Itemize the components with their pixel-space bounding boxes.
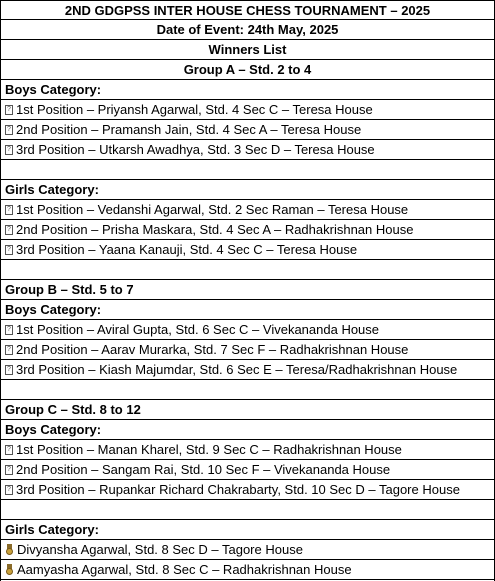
group-a-boys-row — [1, 100, 494, 120]
group-a-girls-3rd: 3rd Position – Yaana Kanauji, Std. 4 Sec C – Teresa House — [16, 242, 358, 257]
group-a-boys-row — [1, 120, 494, 140]
group-b-boys-row — [1, 340, 494, 360]
group-c-boys-2nd: 2nd Position – Sangam Rai, Std. 10 Sec F – Vivekananda House — [16, 462, 391, 477]
group-a-title: Group A – Std. 2 to 4 — [1, 60, 494, 80]
group-a-boys-1st: 1st Position – Priyansh Agarwal, Std. 4 Sec C – Teresa House — [16, 102, 373, 117]
group-b-title: Group B – Std. 5 to 7 — [1, 280, 494, 300]
missing-glyph-icon — [5, 105, 13, 115]
medal-icon — [5, 544, 14, 556]
group-a-girls-1st: 1st Position – Vedanshi Agarwal, Std. 2 Sec Raman – Teresa House — [16, 202, 409, 217]
missing-glyph-icon — [5, 485, 13, 495]
spacer-row — [1, 500, 494, 520]
group-c-girls-heading: Girls Category: — [1, 520, 494, 540]
missing-glyph-icon — [5, 125, 13, 135]
group-c-boys-heading: Boys Category: — [1, 420, 494, 440]
group-a-girls-row — [1, 240, 494, 260]
missing-glyph-icon — [5, 325, 13, 335]
event-date: Date of Event: 24th May, 2025 — [1, 20, 494, 40]
group-a-boys-3rd: 3rd Position – Utkarsh Awadhya, Std. 3 Sec D – Teresa House — [16, 142, 375, 157]
group-c-girls-row — [1, 540, 494, 560]
group-b-boys-heading: Boys Category: — [1, 300, 494, 320]
tournament-title: 2ND GDGPSS INTER HOUSE CHESS TOURNAMENT – 2025 — [1, 0, 494, 20]
group-a-girls-row — [1, 220, 494, 240]
group-c-girls-winner: Divyansha Agarwal, Std. 8 Sec D – Tagore House — [17, 542, 303, 557]
spacer-row — [1, 260, 494, 280]
medal-icon — [5, 564, 14, 576]
group-b-boys-2nd: 2nd Position – Aarav Murarka, Std. 7 Sec F – Radhakrishnan House — [16, 342, 409, 357]
missing-glyph-icon — [5, 205, 13, 215]
group-c-boys-row — [1, 480, 494, 500]
group-a-girls-row — [1, 200, 494, 220]
group-c-title: Group C – Std. 8 to 12 — [1, 400, 494, 420]
group-c-boys-1st: 1st Position – Manan Kharel, Std. 9 Sec C – Radhakrishnan House — [16, 442, 402, 457]
group-b-boys-1st: 1st Position – Aviral Gupta, Std. 6 Sec C – Vivekananda House — [16, 322, 380, 337]
winners-list-title: Winners List — [1, 40, 494, 60]
group-c-boys-row — [1, 440, 494, 460]
spacer-row — [1, 380, 494, 400]
missing-glyph-icon — [5, 345, 13, 355]
missing-glyph-icon — [5, 225, 13, 235]
group-c-girls-winner: Aamyasha Agarwal, Std. 8 Sec C – Radhakrishnan House — [17, 562, 352, 577]
missing-glyph-icon — [5, 445, 13, 455]
missing-glyph-icon — [5, 145, 13, 155]
group-c-girls-row — [1, 560, 494, 580]
group-c-boys-3rd: 3rd Position – Rupankar Richard Chakrabarty, Std. 10 Sec D – Tagore House — [16, 482, 460, 497]
missing-glyph-icon — [5, 245, 13, 255]
group-a-girls-2nd: 2nd Position – Prisha Maskara, Std. 4 Sec A – Radhakrishnan House — [16, 222, 414, 237]
group-b-boys-3rd: 3rd Position – Kiash Majumdar, Std. 6 Sec E – Teresa/Radhakrishnan House — [16, 362, 458, 377]
group-a-girls-heading: Girls Category: — [1, 180, 494, 200]
group-c-boys-row — [1, 460, 494, 480]
missing-glyph-icon — [5, 365, 13, 375]
group-a-boys-2nd: 2nd Position – Pramansh Jain, Std. 4 Sec A – Teresa House — [16, 122, 362, 137]
group-a-boys-row — [1, 140, 494, 160]
missing-glyph-icon — [5, 465, 13, 475]
group-b-boys-row — [1, 320, 494, 340]
spacer-row — [1, 160, 494, 180]
group-b-boys-row — [1, 360, 494, 380]
group-a-boys-heading: Boys Category: — [1, 80, 494, 100]
